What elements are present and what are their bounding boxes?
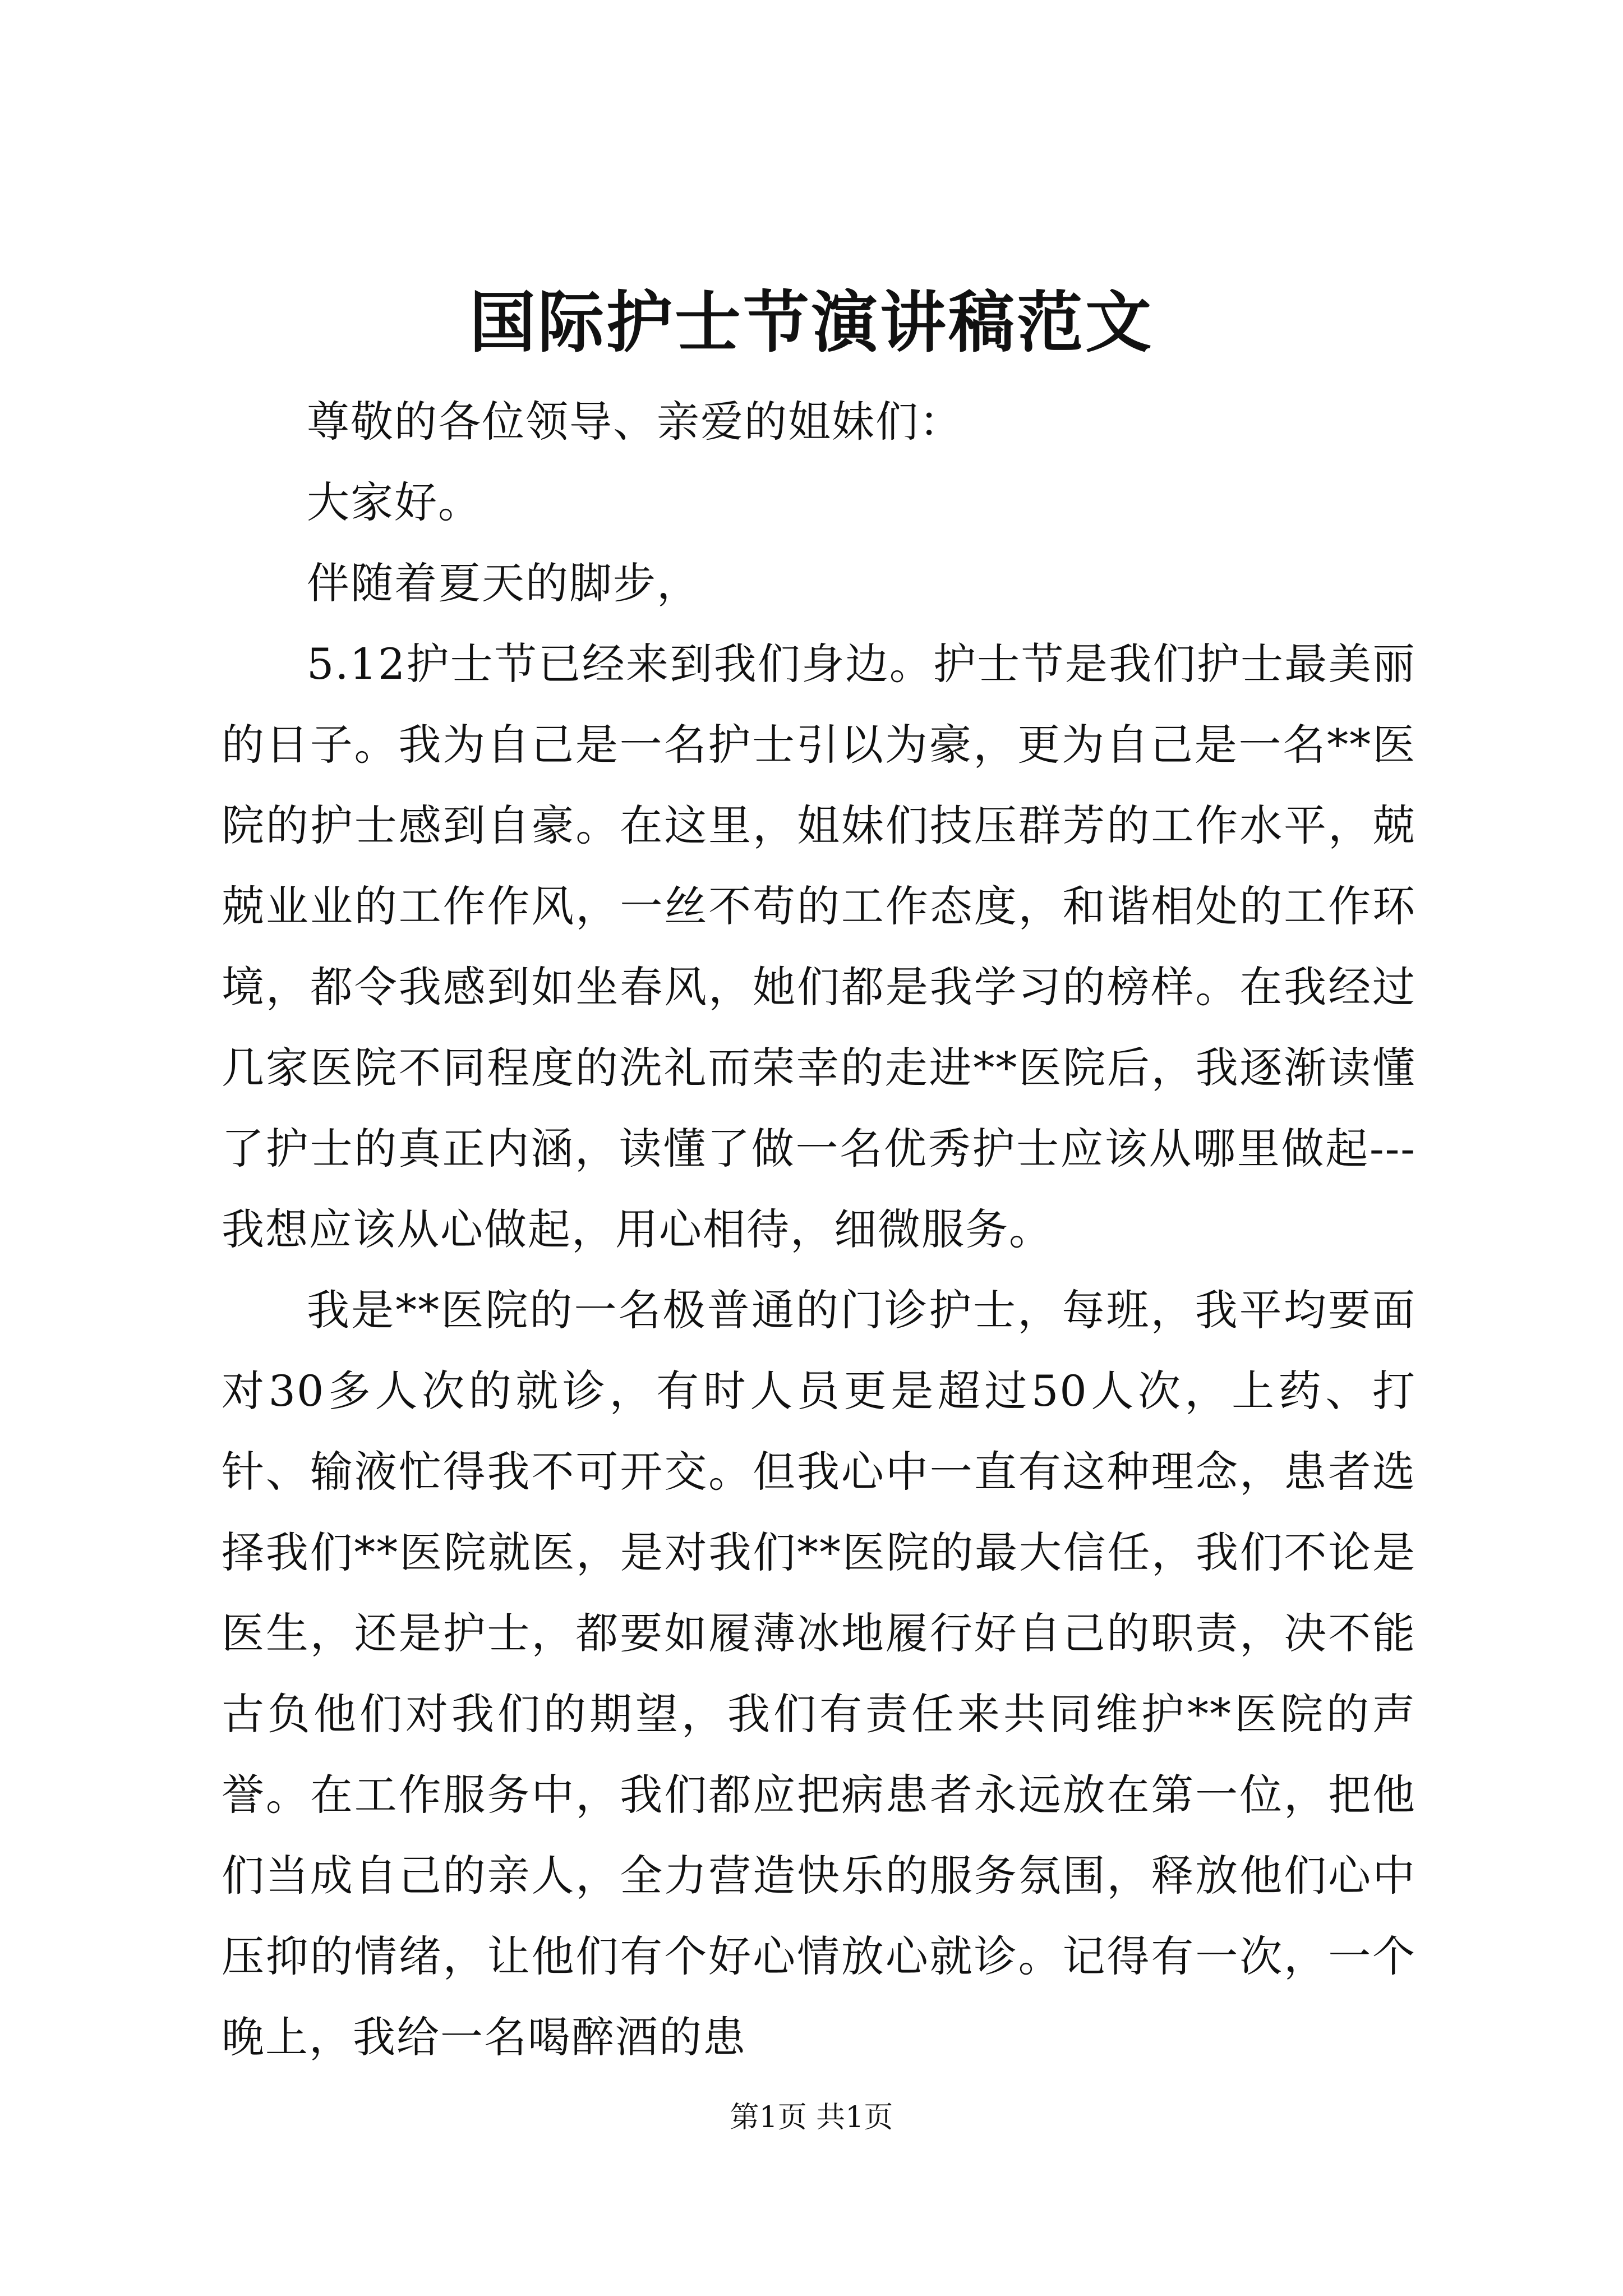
greeting-paragraph: 大家好。 [307, 477, 482, 527]
document-title: 国际护士节演讲稿范文 [469, 283, 1154, 361]
page-footer: 第1页 共1页 [730, 2101, 893, 2134]
opening-paragraph: 伴随着夏天的脚步， [307, 558, 700, 608]
document-body [222, 381, 1416, 2078]
salutation-paragraph: 尊敬的各位领导、亲爱的姐妹们： [307, 397, 963, 447]
body-paragraph: 我是**医院的一名极普通的门诊护士，每班，我平均要面对30多人次的就诊，有时人员更是超过50人次，上药、打针、输液忙得我不可开交。但我心中一直有这种理念，患者选择我们**医院就医，是对我们**医院的最大信任，我们不论是医生，还是护士，都要如履薄冰地履行好自己的职责，决不能古负他们对我们的期望，我们有责任来共同维护**医院的声誉。在工作服务中，我们都应把病患者永远放在第一位，把他们当成自己的亲人，全力营造快乐的服务氛围，释放他们心中压抑的情绪，让他们有个好心情放心就诊。记得有一次，一个晚上，我给一名喝醉酒的患 [222, 1285, 1416, 2062]
body-paragraph: 5.12护士节已经来到我们身边。护士节是我们护士最美丽的日子。我为自己是一名护士引以为豪，更为自己是一名**医院的护士感到自豪。在这里，姐妹们技压群芳的工作水平，兢兢业业的工作作风，一丝不苟的工作态度，和谐相处的工作环境，都令我感到如坐春风，她们都是我学习的榜样。在我经过几家医院不同程度的洗礼而荣幸的走进**医院后，我逐渐读懂了护士的真正内涵，读懂了做一名优秀护士应该从哪里做起---我想应该从心做起，用心相待，细微服务。 [222, 639, 1416, 1254]
